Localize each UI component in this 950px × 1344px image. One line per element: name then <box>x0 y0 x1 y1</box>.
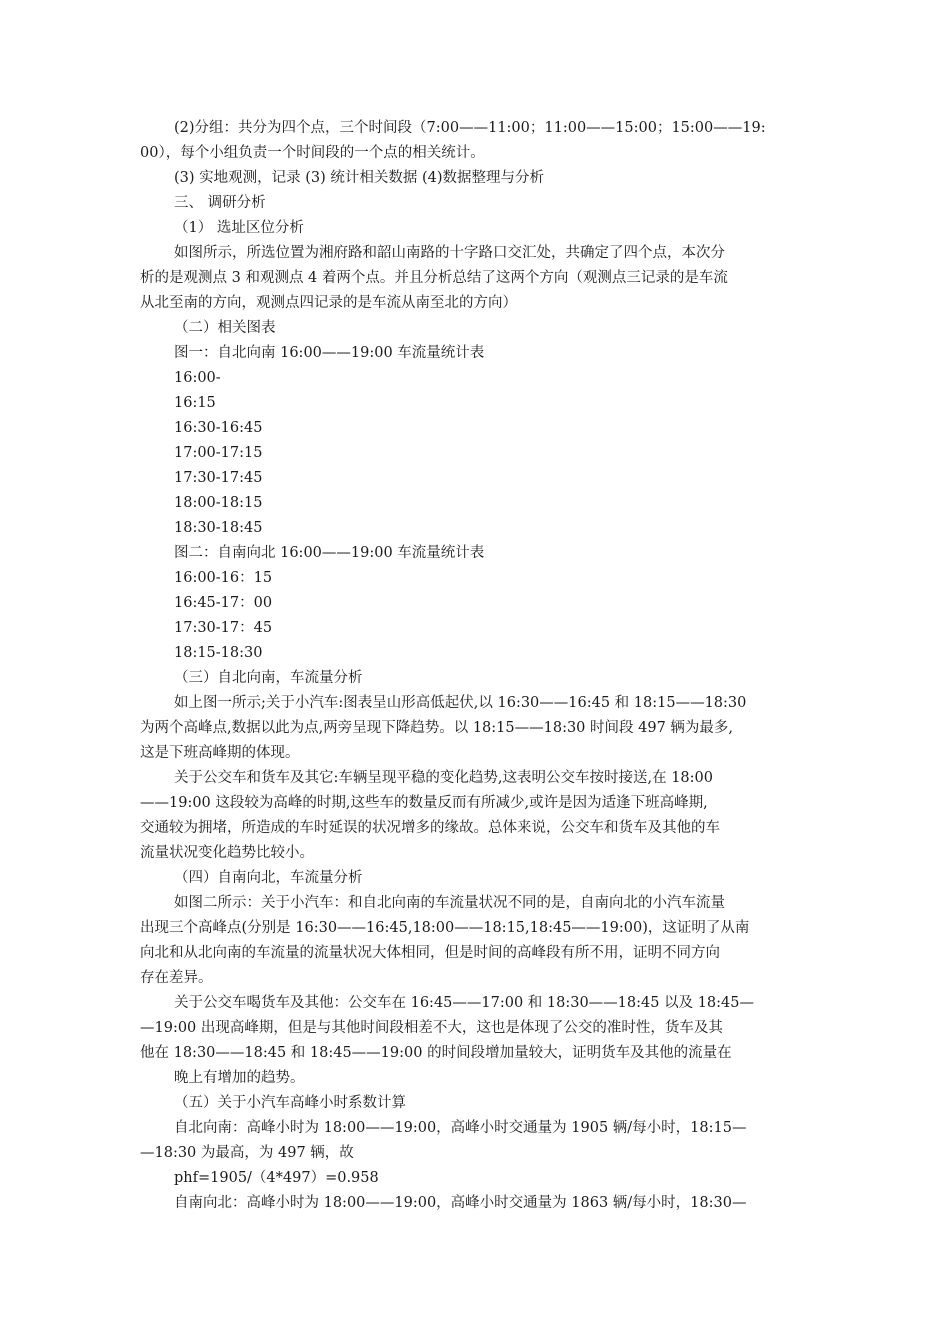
text-line: 出现三个高峰点(分别是 16:30——16:45,18:00——18:15,18:45——19:00)，这证明了从南 <box>140 920 750 936</box>
text-line: 流量状况变化趋势比较小。 <box>140 845 314 861</box>
text-line: 自北向南：高峰小时为 18:00——19:00，高峰小时交通量为 1905 辆/每小时，18:15— <box>174 1120 747 1136</box>
text-line: 00），每个小组负责一个时间段的一个点的相关统计。 <box>140 145 485 161</box>
text-line: 17:00-17:15 <box>174 445 263 461</box>
text-line: 他在 18:30——18:45 和 18:45——19:00 的时间段增加量较大，证明货车及其他的流量在 <box>140 1045 732 1061</box>
text-line: （五）关于小汽车高峰小时系数计算 <box>174 1095 406 1111</box>
text-line: 自南向北：高峰小时为 18:00——19:00，高峰小时交通量为 1863 辆/每小时，18:30— <box>174 1195 747 1211</box>
text-line: 16:00-16：15 <box>174 570 273 586</box>
text-line: 存在差异。 <box>140 970 213 986</box>
text-line: 图二：自南向北 16:00——19:00 车流量统计表 <box>174 545 485 561</box>
text-line: 这是下班高峰期的体现。 <box>140 745 300 761</box>
text-line: 图一：自北向南 16:00——19:00 车流量统计表 <box>174 345 485 361</box>
text-line: 如图二所示：关于小汽车：和自北向南的车流量状况不同的是，自南向北的小汽车流量 <box>174 895 725 911</box>
text-line: 关于公交车喝货车及其他：公交车在 16:45——17:00 和 18:30——18:45 以及 18:45— <box>174 995 754 1011</box>
text-line: （1） 选址区位分析 <box>174 220 304 236</box>
text-line: 交通较为拥堵，所造成的车时延误的状况增多的缘故。总体来说，公交车和货车及其他的车 <box>140 820 720 836</box>
text-line: 关于公交车和货车及其它:车辆呈现平稳的变化趋势,这表明公交车按时接送,在 18:00 <box>174 770 713 786</box>
text-line: 18:15-18:30 <box>174 645 263 661</box>
text-line: 16:45-17：00 <box>174 595 273 611</box>
document-body <box>140 116 812 1216</box>
text-line: 16:30-16:45 <box>174 420 263 436</box>
text-line: 16:15 <box>174 395 216 411</box>
text-line: 18:00-18:15 <box>174 495 263 511</box>
text-line: （二）相关图表 <box>174 320 276 336</box>
text-line: 17:30-17：45 <box>174 620 273 636</box>
text-line: （三）自北向南，车流量分析 <box>174 670 363 686</box>
text-line: 如图所示，所选位置为湘府路和韶山南路的十字路口交汇处，共确定了四个点，本次分 <box>174 245 725 261</box>
text-line: 18:30-18:45 <box>174 520 263 536</box>
text-line: 晚上有增加的趋势。 <box>174 1070 305 1086</box>
text-line: 16:00- <box>174 370 221 386</box>
text-line: 如上图一所示;关于小汽车:图表呈山形高低起伏,以 16:30——16:45 和 18:15——18:30 <box>174 695 747 711</box>
text-line: ——19:00 这段较为高峰的时期,这些车的数量反而有所减少,或许是因为适逢下班高峰期, <box>140 795 708 811</box>
text-line: 向北和从北向南的车流量的流量状况大体相同，但是时间的高峰段有所不用，证明不同方向 <box>140 945 720 961</box>
text-line: 为两个高峰点,数据以此为点,两旁呈现下降趋势。以 18:15——18:30 时间段 497 辆为最多, <box>140 720 734 736</box>
text-line: phf=1905/（4*497）=0.958 <box>174 1170 379 1186</box>
text-line: 析的是观测点 3 和观测点 4 着两个点。并且分析总结了这两个方向（观测点三记录的是车流 <box>140 270 728 286</box>
text-line: 三、 调研分析 <box>174 195 266 211</box>
text-line: (3) 实地观测，记录 (3) 统计相关数据 (4)数据整理与分析 <box>174 170 545 186</box>
text-line: —18:30 为最高，为 497 辆，故 <box>140 1145 354 1161</box>
text-line: —19:00 出现高峰期，但是与其他时间段相差不大，这也是体现了公交的准时性，货车及其 <box>140 1020 723 1036</box>
text-line: 17:30-17:45 <box>174 470 263 486</box>
text-line: (2)分组：共分为四个点，三个时间段（7:00——11:00；11:00——15:00；15:00——19: <box>174 120 766 136</box>
text-line: （四）自南向北，车流量分析 <box>174 870 363 886</box>
text-line: 从北至南的方向，观测点四记录的是车流从南至北的方向） <box>140 295 517 311</box>
